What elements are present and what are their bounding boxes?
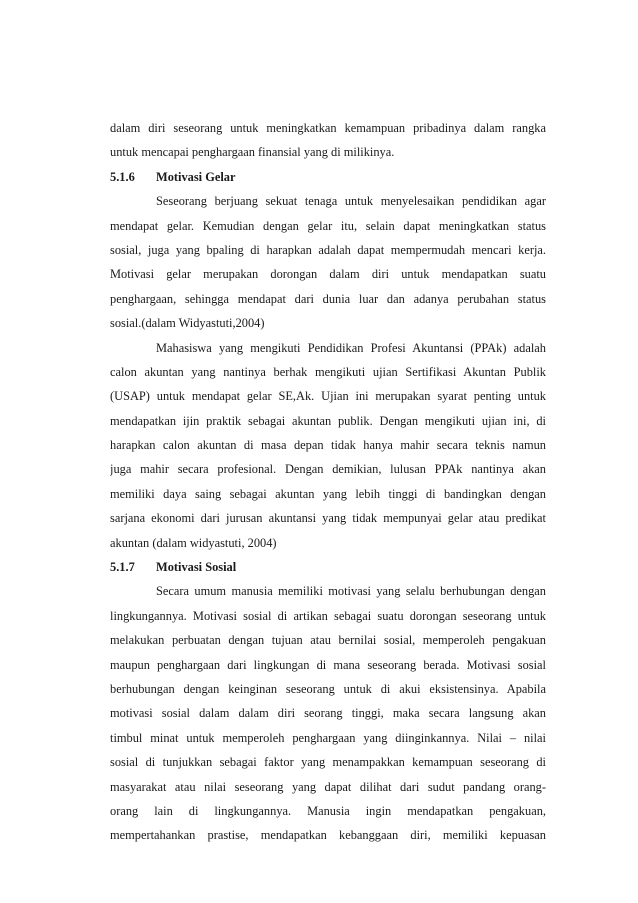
paragraph-line: mendapatkan ijin praktik sebagai akuntan publik. Dengan mengikuti ujian ini, di: [110, 413, 546, 428]
paragraph-line: lingkungannya. Motivasi sosial di artikan sebagai suatu dorongan seseorang untuk: [110, 608, 546, 623]
section-heading-5-1-7: [110, 555, 546, 579]
paragraph-line: orang lain di lingkungannya. Manusia ingin mendapatkan pengakuan,: [110, 803, 546, 818]
section-title: Motivasi Gelar: [156, 169, 236, 184]
paragraph-line: timbul minat untuk memperoleh penghargaan yang diinginkannya. Nilai – nilai: [110, 730, 546, 745]
page-content: [110, 116, 546, 848]
intro-line-2: untuk mencapai penghargaan finansial yang di milikinya.: [110, 145, 395, 160]
section-number: 5.1.6: [110, 169, 135, 184]
paragraph-line: masyarakat atau nilai seseorang yang dapat dilihat dari sudut pandang orang-: [110, 779, 546, 794]
paragraph-line: juga mahir secara profesional. Dengan demikian, lulusan PPAk nantinya akan: [110, 462, 546, 477]
paragraph-line: Motivasi gelar merupakan dorongan dalam diri untuk mendapatkan suatu: [110, 267, 546, 282]
paragraph-line: harapkan calon akuntan di masa depan tidak hanya mahir secara teknis namun: [110, 438, 546, 453]
paragraph-line: motivasi sosial dalam dalam diri seorang tinggi, maka secara langsung akan: [110, 706, 546, 721]
paragraph-line: memiliki daya saing sebagai akuntan yang lebih tinggi di bandingkan dengan: [110, 486, 546, 501]
paragraph-line: penghargaan, sehingga mendapat dari dunia luar dan adanya perubahan status: [110, 291, 546, 306]
paragraph-line: maupun penghargaan dari lingkungan di mana seseorang berada. Motivasi sosial: [110, 657, 546, 672]
paragraph-line: Seseorang berjuang sekuat tenaga untuk menyelesaikan pendidikan agar: [156, 194, 546, 209]
paragraph-line: mendapat gelar. Kemudian dengan gelar itu, selain dapat meningkatkan status: [110, 218, 546, 233]
paragraph-line: Secara umum manusia memiliki motivasi yang selalu berhubungan dengan: [156, 584, 546, 599]
paragraph-line: sosial.(dalam Widyastuti,2004): [110, 316, 265, 331]
paragraph-line: sosial, juga yang bpaling di harapkan adalah dapat mempermudah mencari kerja.: [110, 242, 546, 257]
paragraph-line: sarjana ekonomi dari jurusan akuntansi yang tidak mempunyai gelar atau predikat: [110, 511, 546, 526]
paragraph-line: calon akuntan yang nantinya berhak mengikuti ujian Sertifikasi Akuntan Publik: [110, 364, 546, 379]
paragraph-line: Mahasiswa yang mengikuti Pendidikan Profesi Akuntansi (PPAk) adalah: [156, 340, 546, 355]
section-number: 5.1.7: [110, 560, 135, 575]
paragraph-line: sosial di tunjukkan sebagai faktor yang menampakkan kemampuan seseorang di: [110, 755, 546, 770]
intro-line-1: dalam diri seseorang untuk meningkatkan kemampuan pribadinya dalam rangka: [110, 121, 546, 135]
paragraph-line: mempertahankan prastise, mendapatkan kebanggaan diri, memiliki kepuasan: [110, 828, 546, 843]
paragraph-line: (USAP) untuk mendapat gelar SE,Ak. Ujian ini merupakan syarat penting untuk: [110, 389, 546, 404]
paragraph-line: berhubungan dengan keinginan seseorang untuk di akui eksistensinya. Apabila: [110, 681, 546, 696]
paragraph-line: melakukan perbuatan dengan tujuan atau bernilai sosial, memperoleh pengakuan: [110, 633, 546, 648]
paragraph-line: akuntan (dalam widyastuti, 2004): [110, 535, 277, 550]
section-title: Motivasi Sosial: [156, 560, 237, 575]
section-heading-5-1-6: [110, 165, 546, 189]
